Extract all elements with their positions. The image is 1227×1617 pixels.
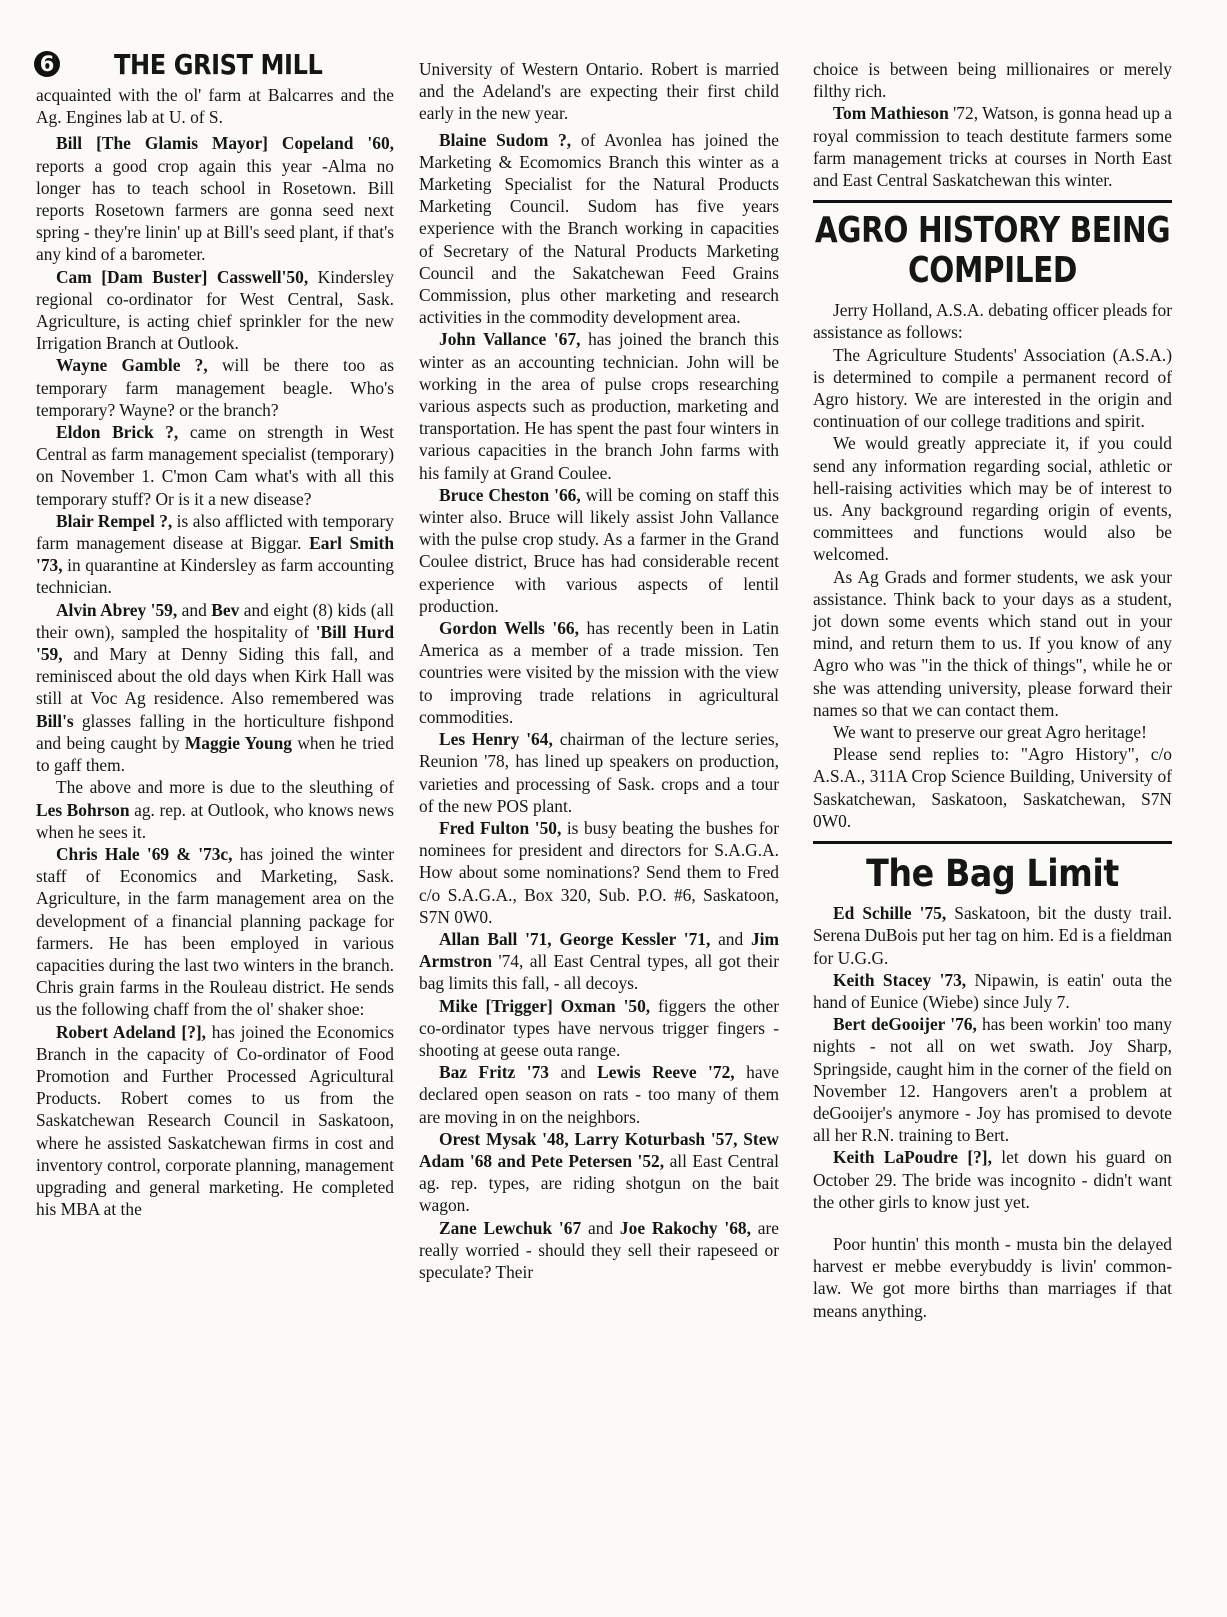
paragraph-text: ag. rep. at Outlook, who knows news when he sees it. xyxy=(36,799,394,842)
article-paragraph xyxy=(36,132,394,265)
article-paragraph xyxy=(36,599,394,777)
article-paragraph xyxy=(419,1128,779,1217)
person-name: Cam [Dam Buster] Casswell'50, xyxy=(56,266,309,287)
person-name: Earl Smith '73, xyxy=(36,533,394,576)
article-paragraph xyxy=(813,1146,1172,1213)
person-name: Ed Schille '75, xyxy=(833,903,947,924)
person-name: Orest Mysak '48, Larry Koturbash '57, Stew Adam '68 and Pete Petersen '52, xyxy=(419,1128,779,1171)
section-divider xyxy=(813,841,1172,844)
article-paragraph: Jerry Holland, A.S.A. debating officer pleads for assistance as follows: xyxy=(813,300,1172,343)
article-paragraph xyxy=(36,266,394,355)
person-name: Wayne Gamble ?, xyxy=(56,355,208,376)
column-left xyxy=(36,84,394,1220)
person-name: Lewis Reeve '72, xyxy=(597,1062,735,1083)
person-name: Keith LaPoudre [?], xyxy=(833,1147,992,1168)
article-paragraph xyxy=(36,843,394,1021)
article-paragraph xyxy=(813,102,1172,191)
article-paragraph: As Ag Grads and former students, we ask your assistance. Think back to your days as a student, jot down some events which stand out in your mind, and return them to us. If you know of any Agro who was "in the thick of things", while he or she was attending university, please forward their names so that we can contact them. xyxy=(813,566,1172,720)
paragraph-text: has joined the Economics Branch in the capacity of Co-ordinator of Food Promotion and Further Processed Agricultural Products. Robert comes to us from the Saskatchewan Research Council in Saskatoon, where he assisted Saskatchewan firms in cost and inventory control, corporate planning, management upgrading and general marketing. He completed his MBA at the xyxy=(36,1021,395,1220)
person-name: Robert Adeland [?], xyxy=(56,1021,207,1042)
person-name: 'Bill Hurd '59, xyxy=(36,621,394,665)
article-paragraph xyxy=(419,617,779,728)
person-name: Fred Fulton '50, xyxy=(439,817,562,838)
article-paragraph xyxy=(419,484,779,617)
paragraph-text: all East Central ag. rep. types, are riding shotgun on the bait wagon. xyxy=(419,1150,779,1216)
person-name: Bev xyxy=(211,599,240,620)
article-paragraph: choice is between being millionaires or merely filthy rich. xyxy=(813,59,1172,102)
person-name: Baz Fritz '73 xyxy=(439,1062,549,1083)
paragraph-text: and xyxy=(177,599,212,620)
person-name: Zane Lewchuk '67 xyxy=(439,1217,582,1238)
paragraph-text: when he tried to gaff them. xyxy=(36,732,394,776)
article-paragraph: University of Western Ontario. Robert is married and the Adeland's are expecting their first child early in the new year. xyxy=(419,59,779,124)
article-paragraph xyxy=(36,1021,394,1221)
article-paragraph xyxy=(419,928,779,995)
paragraph-text: The above and more is due to the sleuthing of xyxy=(56,777,394,798)
paragraph-text: chairman of the lecture series, Reunion '78, has lined up speakers on production, varieties and processing of Sask. crops and a tour of the new POS plant. xyxy=(419,729,779,816)
person-name: Gordon Wells '66, xyxy=(439,618,579,639)
article-paragraph xyxy=(419,728,779,817)
paragraph-text: and xyxy=(710,928,751,949)
article-paragraph xyxy=(36,510,394,599)
person-name: Joe Rakochy '68, xyxy=(619,1217,751,1238)
person-name: Bill [The Glamis Mayor] Copeland '60, xyxy=(56,133,394,154)
article-paragraph: We want to preserve our great Agro heritage! xyxy=(833,722,1147,743)
paragraph-text: has recently been in Latin America as a member of a trade mission. Ten countries were visited by the mission with the view to improving trade relations in agricultural commodities. xyxy=(419,618,780,727)
paragraph-text: and eight (8) kids (all their own), sampled the hospitality of xyxy=(36,599,394,642)
paragraph-text: are really worried - should they sell their rapeseed or speculate? Their xyxy=(419,1217,780,1282)
paragraph-text: will be there too as temporary farm management beagle. Who's temporary? Wayne? or the branch? xyxy=(36,355,395,420)
person-name: Chris Hale '69 & '73c, xyxy=(56,843,233,864)
paragraph-text: Kindersley regional co-ordinator for West Central, Sask. Agriculture, is acting chief sprinkler for the new Irrigation Branch at Outlook. xyxy=(36,266,394,354)
article-paragraph: Please send replies to: "Agro History", c/o A.S.A., 311A Crop Science Building, University of Saskatchewan, Saskatoon, Saskatchewan, S7N 0W0. xyxy=(813,744,1172,831)
paragraph-text: let down his guard on October 29. The bride was incognito - didn't want the other girls to know just yet. xyxy=(813,1147,1172,1212)
paragraph-text: has been workin' too many nights - not all on wet swath. Joy Sharp, Springside, caught him in the corner of the field on November 12. Hangovers aren't a problem at deGooijer's anymore - Joy has promised to devote all her R.N. training to Bert. xyxy=(813,1014,1172,1146)
page-header xyxy=(34,44,394,84)
person-name: Alvin Abrey '59, xyxy=(56,599,178,620)
person-name: Les Bohrson xyxy=(36,799,130,820)
paragraph-text: Saskatoon, bit the dusty trail. Serena DuBois put her tag on him. Ed is a fieldman for U.G.G. xyxy=(813,903,1172,968)
bag-limit-headline: The Bag Limit xyxy=(866,852,1119,896)
page-number-badge: 6 xyxy=(34,51,60,77)
paragraph-text: '72, Watson, is gonna head up a royal commission to teach destitute farmers some farm management tricks at courses in North East and East Central Saskatchewan this winter. xyxy=(813,103,1172,191)
article-paragraph: Poor huntin' this month - musta bin the delayed harvest er mebbe everybuddy is livin' common-law. We got more births than marriages if that means anything. xyxy=(813,1233,1172,1321)
person-name: Bill's xyxy=(36,710,74,731)
paragraph-text: has joined the branch this winter as an accounting technician. John will be working in the area of pulse crops researching various aspects such as production, marketing and transportation. He has spent the past four winters in various capacities in the branch John farms with his family at Grand Coulee. xyxy=(419,329,780,483)
masthead-title: THE GRIST MILL xyxy=(114,47,323,81)
article-paragraph xyxy=(419,328,779,483)
article-paragraph xyxy=(419,1061,779,1128)
article-paragraph xyxy=(36,354,394,421)
paragraph-text: glasses falling in the horticulture fishpond and being caught by xyxy=(36,710,394,753)
paragraph-text: and xyxy=(548,1062,598,1083)
article-paragraph xyxy=(813,1013,1172,1146)
person-name: Allan Ball '71, George Kessler '71, xyxy=(439,928,711,949)
article-paragraph: We would greatly appreciate it, if you could send any information regarding social, athletic or hell-raising activities which may be of interest to us. Any background regarding origin of events, committees and functions would also be welcomed. xyxy=(813,433,1172,565)
person-name: Bruce Cheston '66, xyxy=(439,484,581,505)
paragraph-text: is busy beating the bushes for nominees for president and directors for S.A.G.A. How about some nominations? Send them to Fred c/o S.A.G.A., Box 320, Sub. P.O. #6, Saskatoon, S7N 0W0. xyxy=(419,817,779,927)
paragraph-text: and xyxy=(581,1217,620,1238)
paragraph-text: '74, all East Central types, all got their bag limits this fall, - all decoys. xyxy=(419,951,779,994)
person-name: Bert deGooijer '76, xyxy=(833,1014,977,1035)
article-paragraph xyxy=(813,969,1172,1013)
paragraph-text: have declared open season on rats - too many of them are moving in on the neighbors. xyxy=(419,1062,779,1127)
article-paragraph xyxy=(36,776,394,843)
paragraph-text: will be coming on staff this winter also. Bruce will likely assist John Vallance with the pulse crop study. As a farmer in the Grand Coulee district, Bruce has had considerable recent experience with various aspects of lentil production. xyxy=(419,484,779,616)
article-paragraph xyxy=(813,902,1172,969)
person-name: Mike [Trigger] Oxman '50, xyxy=(439,995,651,1016)
person-name: Blaine Sudom ?, xyxy=(439,129,572,150)
article-paragraph: acquainted with the ol' farm at Balcarres and the Ag. Engines lab at U. of S. xyxy=(36,85,394,128)
paragraph-text: in quarantine at Kindersley as farm accounting technician. xyxy=(36,555,394,598)
paragraph-text: is also afflicted with temporary farm management disease at Biggar. xyxy=(36,510,394,554)
article-paragraph xyxy=(36,421,394,510)
article-paragraph xyxy=(419,995,779,1062)
person-name: Keith Stacey '73, xyxy=(833,969,967,990)
paragraph-text: of Avonlea has joined the Marketing & Ecomomics Branch this winter as a Marketing Specialist for the Natural Products Marketing Council. Sudom has five years experience with the Branch working in capacities of Secretary of the Natural Products Marketing Council and the Sakatchewan Feed Grains Commission, plus other marketing and research activities in the commodity development area. xyxy=(419,129,779,328)
person-name: Tom Mathieson xyxy=(833,103,949,124)
person-name: Eldon Brick ?, xyxy=(56,422,179,443)
article-paragraph: The Agriculture Students' Association (A.S.A.) is determined to compile a permanent record of Agro history. We are interested in the origin and continuation of our college traditions and spirit. xyxy=(813,344,1172,432)
article-paragraph xyxy=(419,1217,779,1284)
paragraph-text: reports a good crop again this year -Alma no longer has to teach school in Rosetown. Bill reports Rosetown farmers are gonna seed next spring - they're linin' up at Bill's seed plant, if that's any kind of a barometer. xyxy=(36,155,394,265)
article-paragraph xyxy=(419,817,779,928)
paragraph-text: Nipawin, is eatin' outa the hand of Eunice (Wiebe) since July 7. xyxy=(813,969,1172,1012)
person-name: Blair Rempel ?, xyxy=(56,510,173,531)
agro-history-headline: AGRO HISTORY BEING COMPILED xyxy=(814,210,1171,292)
person-name: Jim Armstron xyxy=(419,928,779,972)
paragraph-text: and Mary at Denny Siding this fall, and reminisced about the old days when Kirk Hall was still at Voc Ag residence. Also remembered was xyxy=(36,644,394,709)
column-middle xyxy=(419,58,779,1283)
paragraph-text: came on strength in West Central as farm management specialist (temporary) on November 1. C'mon Cam what's with all this temporary stuff? Or is it a new disease? xyxy=(36,422,394,509)
person-name: John Vallance '67, xyxy=(439,329,581,350)
paragraph-text: figgers the other co-ordinator types have nervous trigger fingers - shooting at geese outa range. xyxy=(419,995,779,1060)
column-right xyxy=(813,58,1172,1322)
person-name: Maggie Young xyxy=(184,732,292,753)
article-paragraph xyxy=(419,129,779,329)
person-name: Les Henry '64, xyxy=(439,729,553,750)
paragraph-text: has joined the winter staff of Economics and Marketing, Sask. Agriculture, in the farm management area on the development of a financial planning package for farmers. He has been employed in various capacities during the last two winters in the branch. Chris grain farms in the Rouleau district. He sends us the following chaff from the ol' shaker shoe: xyxy=(36,843,394,1020)
section-divider xyxy=(813,200,1172,203)
